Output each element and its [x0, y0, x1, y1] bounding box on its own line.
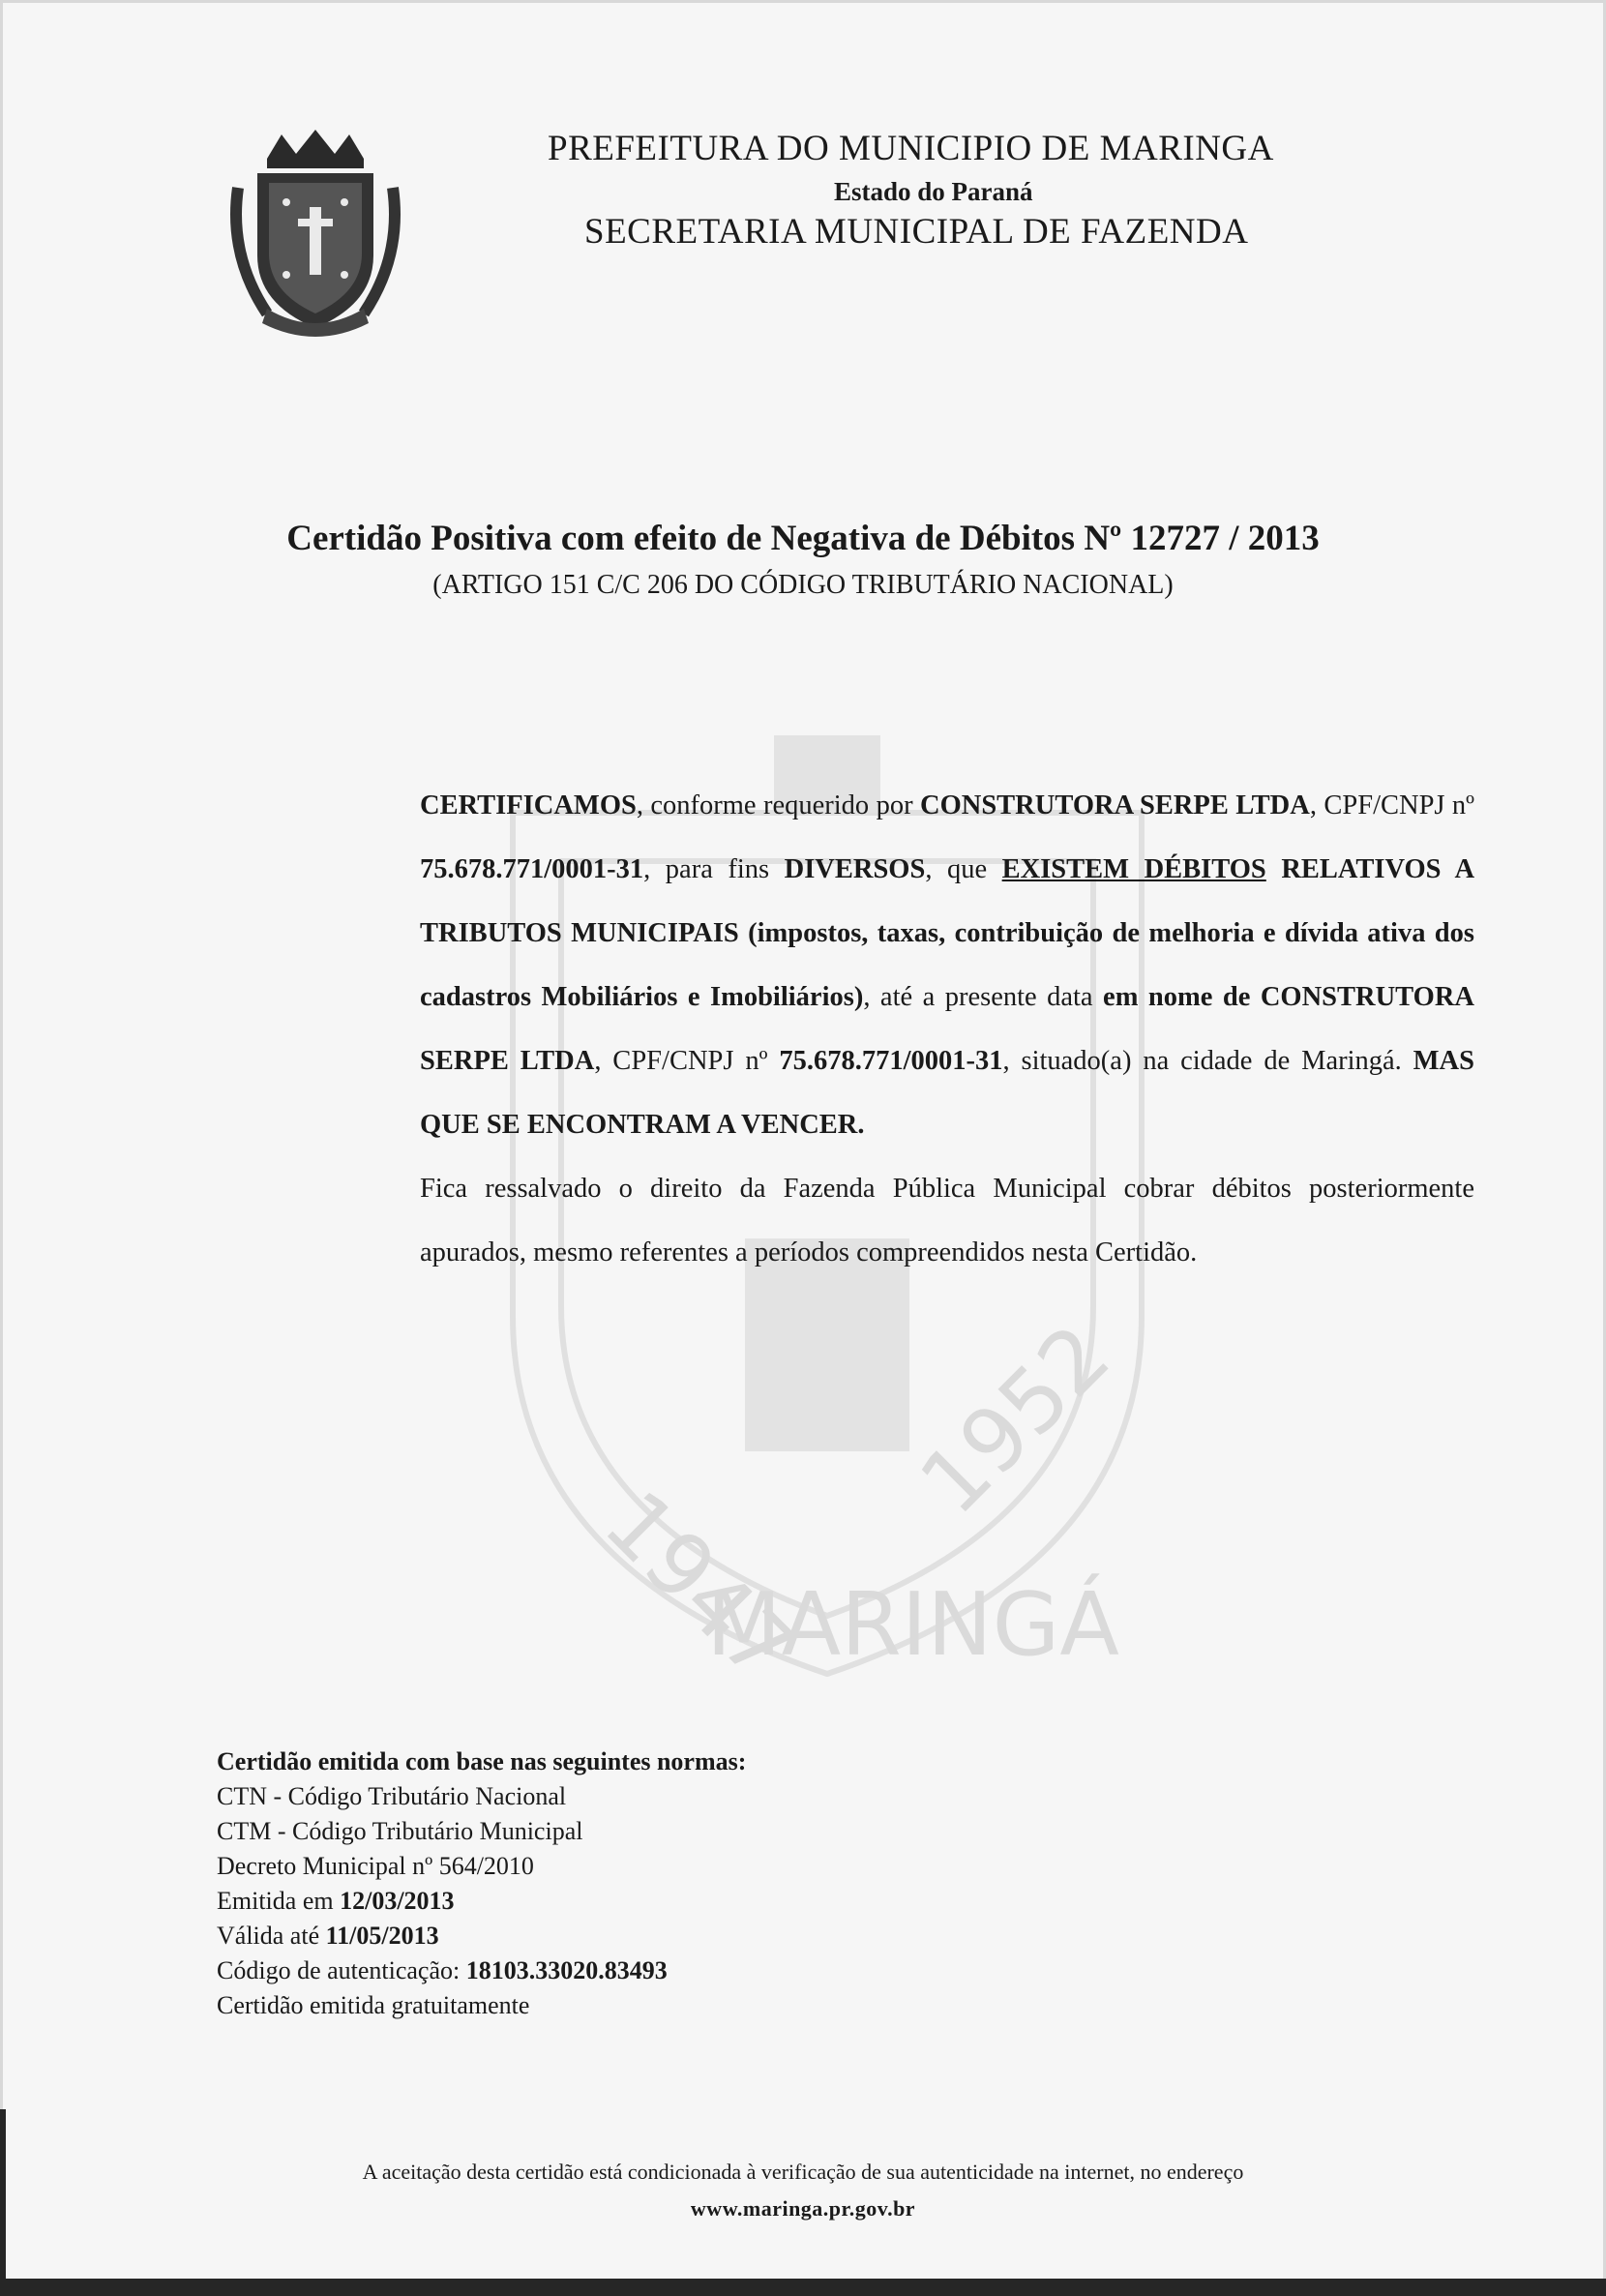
norm-ctn: CTN - Código Tributário Nacional [217, 1782, 567, 1810]
auth-code: 18103.33020.83493 [465, 1956, 668, 1984]
body-text [1250, 982, 1260, 1012]
purpose: DIVERSOS [784, 854, 926, 884]
taxpayer-name: CONSTRUTORA SERPE LTDA [420, 982, 1474, 1076]
valid-until-date: 11/05/2013 [325, 1922, 439, 1950]
watermark-year-left: 1947 [584, 1472, 814, 1701]
body-text: , para fins [643, 854, 785, 884]
department-title: SECRETARIA MUNICIPAL DE FAZENDA [584, 212, 1249, 252]
reservation-paragraph: Fica ressalvado o direito da Fazenda Pública Municipal cobrar débitos posteriormente apurados, mesmo referentes a períodos compreendidos nesta Certidão. [420, 1174, 1474, 1267]
certificate-title: Certidão Positiva com efeito de Negativa de Débitos Nº 12727 / 2013 [286, 519, 1320, 558]
footer [0, 2154, 1606, 2227]
watermark-city: MARINGÁ [706, 1574, 1119, 1676]
issue-date-line [217, 1884, 746, 1919]
norms-heading: Certidão emitida com base nas seguintes normas: [217, 1747, 747, 1775]
state-name: Estado do Paraná [834, 177, 1033, 206]
debt-description: RELATIVOS A TRIBUTOS MUNICIPAIS (impostos, taxas, contribuição de melhoria e dívida ativa dos cadastros Mobiliários e Imobiliários) [420, 854, 1475, 1012]
municipality-title: PREFEITURA DO MUNICIPIO DE MARINGA [548, 129, 1274, 168]
maringa-coat-of-arms-icon [228, 130, 402, 343]
valid-until-label: Válida até [217, 1922, 326, 1950]
certificate-legal-basis: (ARTIGO 151 C/C 206 DO CÓDIGO TRIBUTÁRIO NACIONAL) [432, 570, 1174, 600]
em-nome-de: em nome de [1103, 982, 1251, 1012]
norms-block [217, 1744, 746, 2023]
verification-notice: A aceitação desta certidão está condicionada à verificação de sua autenticidade na internet, no endereço [362, 2160, 1244, 2184]
scan-border-bottom [0, 2279, 1606, 2296]
verification-url[interactable]: www.maringa.pr.gov.br [690, 2196, 916, 2221]
auth-code-line [217, 1953, 746, 1988]
body-text: , CPF/CNPJ nº [1309, 790, 1475, 820]
norm-ctm: CTM - Código Tributário Municipal [217, 1817, 583, 1845]
taxpayer-cnpj: 75.678.771/0001-31 [779, 1046, 1003, 1076]
certificamos-word: CERTIFICAMOS [420, 790, 637, 820]
body-text: , situado(a) na cidade de Maringá. [1002, 1046, 1413, 1076]
issue-date: 12/03/2013 [340, 1887, 455, 1915]
body-text: , até a presente data [863, 982, 1104, 1012]
certification-paragraph [217, 774, 1474, 1157]
norm-decreto: Decreto Municipal nº 564/2010 [217, 1852, 534, 1880]
existem-debitos: EXISTEM DÉBITOS [1001, 854, 1266, 884]
free-issue-note: Certidão emitida gratuitamente [217, 1991, 530, 2019]
valid-until-line [217, 1919, 746, 1953]
auth-code-label: Código de autenticação: [217, 1956, 466, 1984]
issue-date-label: Emitida em [217, 1887, 341, 1915]
scan-border-left [0, 2109, 6, 2296]
body-text: , CPF/CNPJ nº [594, 1046, 780, 1076]
certificate-body [217, 774, 1474, 1285]
status-statement: MAS QUE SE ENCONTRAM A VENCER. [420, 1046, 1474, 1140]
requester-name: CONSTRUTORA SERPE LTDA [919, 790, 1310, 820]
watermark-year-right: 1952 [901, 1305, 1130, 1535]
body-text: , que [925, 854, 1002, 884]
body-text [1266, 854, 1282, 884]
body-text: , conforme requerido por [636, 790, 920, 820]
requester-cnpj: 75.678.771/0001-31 [420, 854, 644, 884]
